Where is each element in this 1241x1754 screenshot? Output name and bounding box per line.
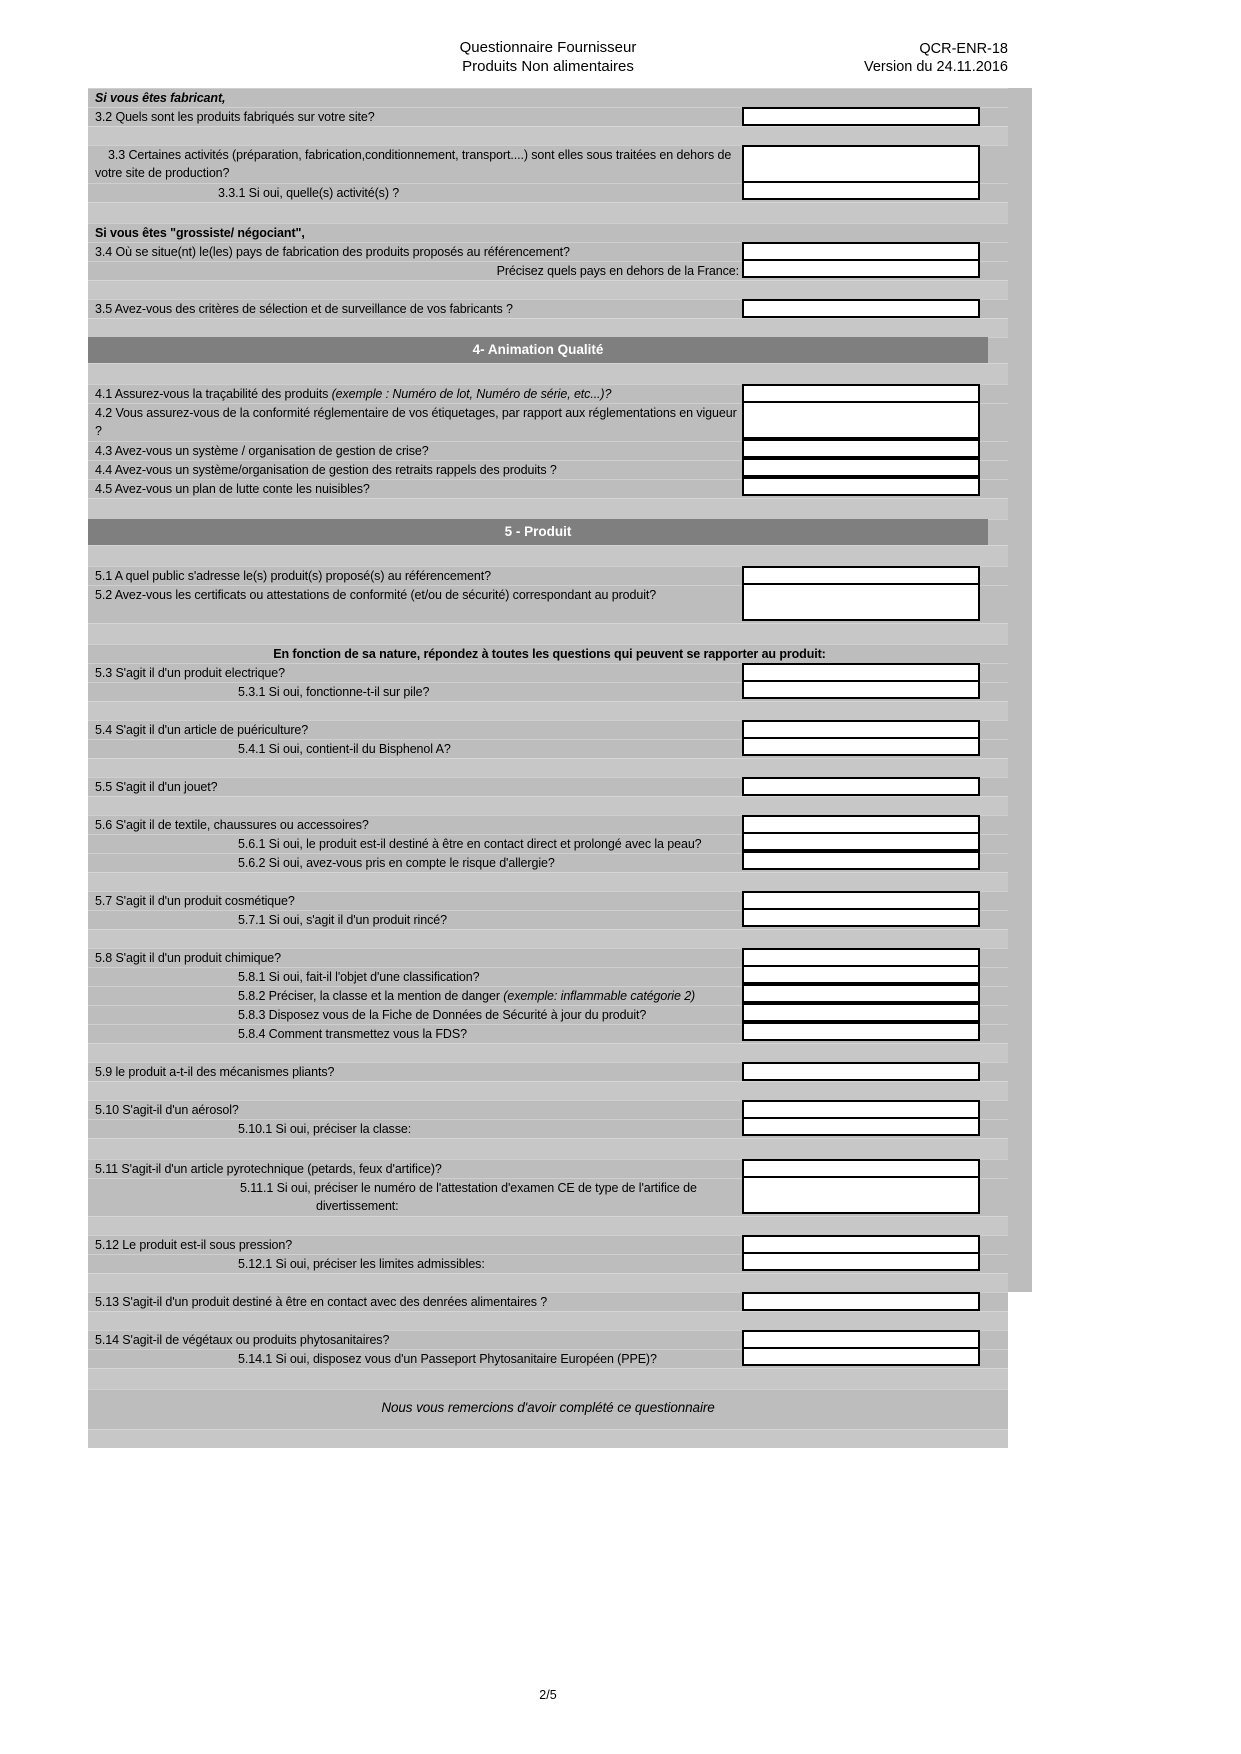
- q-4-2-input[interactable]: [742, 401, 980, 439]
- q-4-2-label: 4.2 Vous assurez-vous de la conformité réglementaire de vos étiquetages, par rapport aux réglementations en vigueur ?: [95, 406, 737, 438]
- q-5-13-input[interactable]: [742, 1292, 980, 1311]
- q-3-4-precisez: [88, 261, 1008, 280]
- q-5-8-4-input[interactable]: [742, 1022, 980, 1041]
- q-5-14-label: 5.14 S'agit-il de végétaux ou produits phytosanitaires?: [95, 1333, 390, 1347]
- gap-5: [88, 363, 1008, 384]
- gap-19: [88, 1311, 1008, 1330]
- q-5-12-label: 5.12 Le produit est-il sous pression?: [95, 1238, 293, 1252]
- gap-12: [88, 872, 1008, 891]
- note-fabricant-label: Si vous êtes fabricant,: [95, 91, 226, 105]
- note-fabricant: [88, 88, 1008, 107]
- document-title-line2: Produits Non alimentaires: [462, 58, 634, 75]
- gap-20: [88, 1368, 1008, 1389]
- page-number: 2/5: [539, 1688, 557, 1702]
- q-3-5: [88, 299, 1008, 318]
- q-4-3-label: 4.3 Avez-vous un système / organisation de gestion de crise?: [95, 444, 429, 458]
- q-5-2-input[interactable]: [742, 583, 980, 621]
- q-5-3-label: 5.3 S'agit il d'un produit electrique?: [95, 666, 285, 680]
- closing-note-label: Nous vous remercions d'avoir complété ce questionnaire: [381, 1400, 715, 1415]
- gap-17: [88, 1216, 1008, 1235]
- q-3-4-precisez-input[interactable]: [742, 259, 980, 278]
- gap-7: [88, 545, 1008, 566]
- q-4-4-input[interactable]: [742, 458, 980, 477]
- document-version: Version du 24.11.2016: [863, 59, 1008, 75]
- gap-21: [88, 1429, 1008, 1448]
- q-5-1-label: 5.1 A quel public s'adresse le(s) produit(s) proposé(s) au référencement?: [95, 569, 491, 583]
- gap-1: [88, 126, 1008, 145]
- q-5-4-1: [88, 739, 1008, 758]
- q-3-4-label: 3.4 Où se situe(nt) le(les) pays de fabrication des produits proposés au référencement?: [95, 245, 570, 259]
- q-4-5-label: 4.5 Avez-vous un plan de lutte conte les nuisibles?: [95, 482, 370, 496]
- gap-14: [88, 1043, 1008, 1062]
- q-4-1-label: 4.1 Assurez-vous la traçabilité des produits (exemple : Numéro de lot, Numéro de série, etc...)?: [95, 387, 612, 401]
- q-3-2: [88, 107, 1008, 126]
- section-5-label: 5 - Produit: [88, 519, 988, 545]
- q-5-8-1-input[interactable]: [742, 965, 980, 984]
- gap-8: [88, 623, 1008, 644]
- q-3-3-input[interactable]: [742, 145, 980, 183]
- document-code: QCR-ENR-18: [919, 41, 1008, 57]
- q-5-13: [88, 1292, 1008, 1311]
- closing-note: [88, 1389, 1008, 1429]
- note-nature-label: En fonction de sa nature, répondez à toutes les questions qui peuvent se rapporter au produit:: [273, 647, 826, 661]
- q-5-10-1-input[interactable]: [742, 1117, 980, 1136]
- q-5-7-1: [88, 910, 1008, 929]
- q-4-5: [88, 479, 1008, 498]
- q-5-6-1-input[interactable]: [742, 832, 980, 851]
- form-rows: [88, 88, 1008, 1448]
- q-5-8-2-input[interactable]: [742, 984, 980, 1003]
- q-5-11-1-input[interactable]: [742, 1176, 980, 1214]
- section-4: [88, 337, 1008, 363]
- gap-3: [88, 280, 1008, 299]
- q-5-14-1-input[interactable]: [742, 1347, 980, 1366]
- gap-16: [88, 1138, 1008, 1159]
- q-5-4-1-input[interactable]: [742, 737, 980, 756]
- content-right-margin-band: [1008, 88, 1032, 1292]
- q-5-14-1-label: 5.14.1 Si oui, disposez vous d'un Passeport Phytosanitaire Européen (PPE)?: [238, 1352, 657, 1366]
- gap-10: [88, 758, 1008, 777]
- q-3-3-1: [88, 183, 1008, 202]
- q-3-3-label: 3.3 Certaines activités (préparation, fabrication,conditionnement, transport....) sont elles sous traitées en dehors de votre site de production?: [95, 148, 732, 180]
- document-header: [88, 38, 1008, 88]
- q-5-8-2-label: 5.8.2 Préciser, la classe et la mention de danger (exemple: inflammable catégorie 2): [238, 989, 696, 1003]
- q-5-12-1: [88, 1254, 1008, 1273]
- note-nature: [88, 644, 1008, 663]
- q-5-8-4-label: 5.8.4 Comment transmettez vous la FDS?: [238, 1027, 467, 1041]
- q-5-2-label: 5.2 Avez-vous les certificats ou attestations de conformité (et/ou de sécurité) correspondant au produit?: [95, 588, 657, 602]
- q-5-7-label: 5.7 S'agit il d'un produit cosmétique?: [95, 894, 295, 908]
- document-title-line1: Questionnaire Fournisseur: [459, 39, 637, 56]
- q-5-2: [88, 585, 1008, 623]
- q-3-4-precisez-label: Précisez quels pays en dehors de la France:: [496, 264, 739, 278]
- q-5-6-2: [88, 853, 1008, 872]
- gap-15: [88, 1081, 1008, 1100]
- document-meta: [864, 40, 1008, 76]
- q-4-4-label: 4.4 Avez-vous un système/organisation de gestion des retraits rappels des produits ?: [95, 463, 557, 477]
- q-5-9-input[interactable]: [742, 1062, 980, 1081]
- q-3-5-label: 3.5 Avez-vous des critères de sélection et de surveillance de vos fabricants ?: [95, 302, 513, 316]
- q-3-2-label: 3.2 Quels sont les produits fabriqués sur votre site?: [95, 110, 375, 124]
- q-5-8-3-label: 5.8.3 Disposez vous de la Fiche de Données de Sécurité à jour du produit?: [238, 1008, 647, 1022]
- q-5-6-2-label: 5.6.2 Si oui, avez-vous pris en compte le risque d'allergie?: [238, 856, 555, 870]
- q-5-8-label: 5.8 S'agit il d'un produit chimique?: [95, 951, 282, 965]
- q-4-2: [88, 403, 1008, 441]
- gap-9: [88, 701, 1008, 720]
- q-3-3-1-input[interactable]: [742, 181, 980, 200]
- q-4-5-input[interactable]: [742, 477, 980, 496]
- q-5-10-1-label: 5.10.1 Si oui, préciser la classe:: [238, 1122, 412, 1136]
- section-5: [88, 519, 1008, 545]
- q-5-5-label: 5.5 S'agit il d'un jouet?: [95, 780, 218, 794]
- q-5-3-1: [88, 682, 1008, 701]
- q-5-8-3-input[interactable]: [742, 1003, 980, 1022]
- gap-2: [88, 202, 1008, 223]
- q-5-10-1: [88, 1119, 1008, 1138]
- q-3-5-input[interactable]: [742, 299, 980, 318]
- q-5-8-4: [88, 1024, 1008, 1043]
- q-5-6-label: 5.6 S'agit il de textile, chaussures ou accessoires?: [95, 818, 369, 832]
- q-5-13-label: 5.13 S'agit-il d'un produit destiné à être en contact avec des denrées alimentaires ?: [95, 1295, 548, 1309]
- q-3-2-input[interactable]: [742, 107, 980, 126]
- q-5-5-input[interactable]: [742, 777, 980, 796]
- q-5-11-label: 5.11 S'agit-il d'un article pyrotechnique (petards, feux d'artifice)?: [95, 1162, 442, 1176]
- q-5-11-1-label: 5.11.1 Si oui, préciser le numéro de l'attestation d'examen CE de type de l'artifice de divertissement:: [240, 1181, 697, 1213]
- q-5-6-1-label: 5.6.1 Si oui, le produit est-il destiné à être en contact direct et prolongé avec la peau?: [238, 837, 702, 851]
- q-5-7-1-label: 5.7.1 Si oui, s'agit il d'un produit rincé?: [238, 913, 447, 927]
- q-4-3-input[interactable]: [742, 439, 980, 458]
- gap-18: [88, 1273, 1008, 1292]
- section-4-label: 4- Animation Qualité: [88, 337, 988, 363]
- q-5-10-label: 5.10 S'agit-il d'un aérosol?: [95, 1103, 239, 1117]
- q-5-4-label: 5.4 S'agit il d'un article de puériculture?: [95, 723, 309, 737]
- q-5-3-1-input[interactable]: [742, 680, 980, 699]
- gap-13: [88, 929, 1008, 948]
- q-3-3: [88, 145, 1008, 183]
- gap-11: [88, 796, 1008, 815]
- q-3-3-1-label: 3.3.1 Si oui, quelle(s) activité(s) ?: [218, 186, 400, 200]
- q-5-11-1: [88, 1178, 1008, 1216]
- q-5-7-1-input[interactable]: [742, 908, 980, 927]
- q-5-4-1-label: 5.4.1 Si oui, contient-il du Bisphenol A?: [238, 742, 451, 756]
- note-grossiste-label: Si vous êtes "grossiste/ négociant",: [95, 226, 305, 240]
- q-5-12-1-input[interactable]: [742, 1252, 980, 1271]
- q-5-14-1: [88, 1349, 1008, 1368]
- q-5-6-2-input[interactable]: [742, 851, 980, 870]
- q-5-8-1-label: 5.8.1 Si oui, fait-il l'objet d'une classification?: [238, 970, 480, 984]
- q-5-9: [88, 1062, 1008, 1081]
- gap-6: [88, 498, 1008, 519]
- gap-4: [88, 318, 1008, 337]
- q-5-5: [88, 777, 1008, 796]
- q-5-12-1-label: 5.12.1 Si oui, préciser les limites admissibles:: [238, 1257, 485, 1271]
- q-5-9-label: 5.9 le produit a-t-il des mécanismes pliants?: [95, 1065, 335, 1079]
- note-grossiste: [88, 223, 1008, 242]
- q-5-3-1-label: 5.3.1 Si oui, fonctionne-t-il sur pile?: [238, 685, 430, 699]
